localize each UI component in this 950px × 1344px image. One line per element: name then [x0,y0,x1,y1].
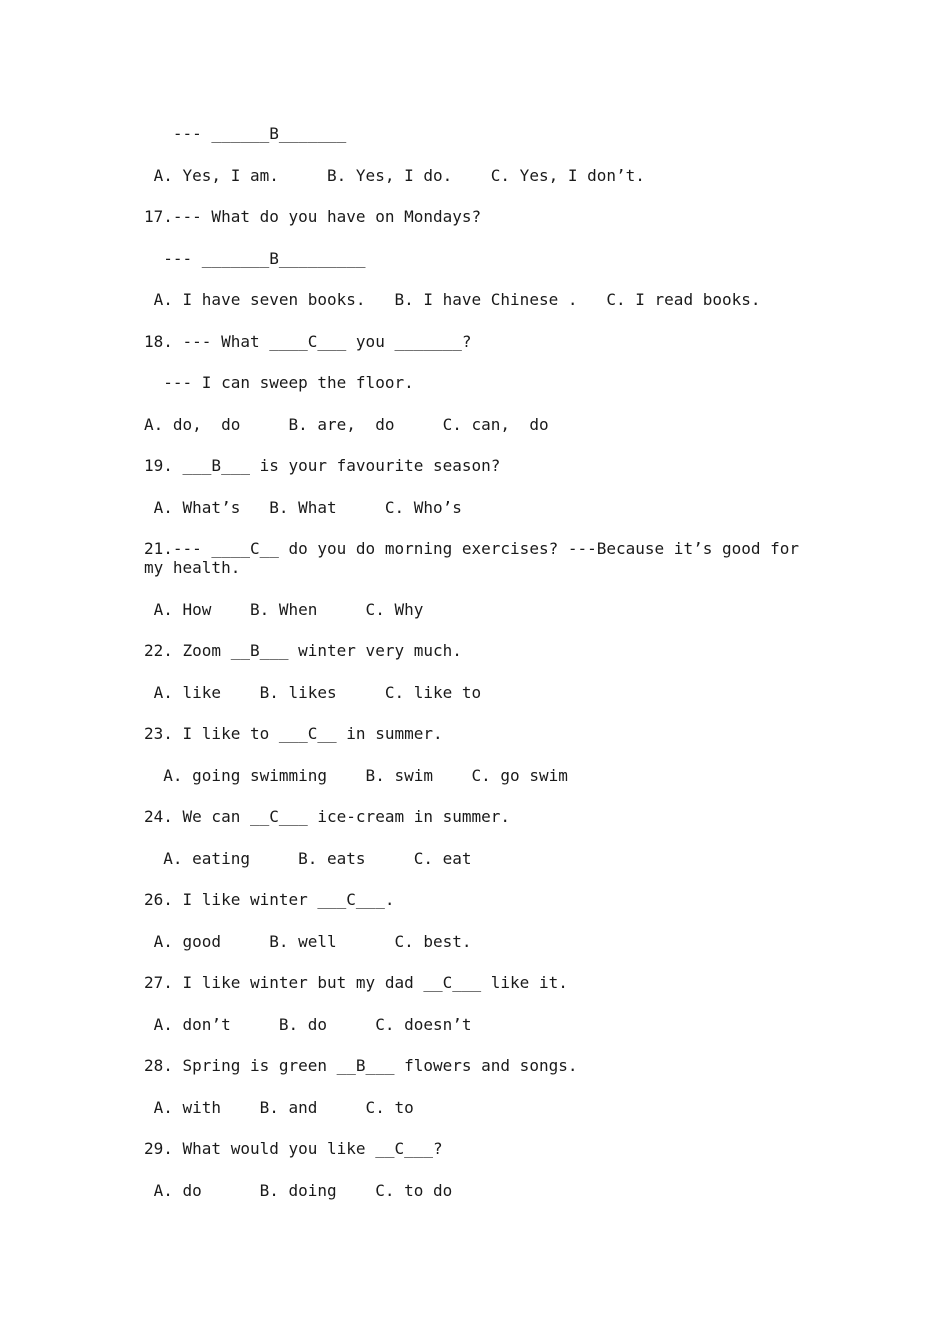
options-26: A. good B. well C. best. [144,932,472,951]
question-22: 22. Zoom __B___ winter very much. [144,641,462,660]
question-18: 18. --- What ____C___ you _______? [144,332,472,351]
options-23: A. going swimming B. swim C. go swim [144,766,568,785]
options-22: A. like B. likes C. like to [144,683,482,702]
question-26: 26. I like winter ___C___. [144,890,395,909]
options-17: A. I have seven books. B. I have Chinese . C. I read books. [144,290,761,309]
question-21: 21.--- ____C__ do you do morning exercises? ---Because it’s good for my health. [144,539,809,577]
question-28: 28. Spring is green __B___ flowers and songs. [144,1056,578,1075]
options-27: A. don’t B. do C. doesn’t [144,1015,472,1034]
question-24: 24. We can __C___ ice-cream in summer. [144,807,511,826]
options-21: A. How B. When C. Why [144,600,424,619]
question-27: 27. I like winter but my dad __C___ like it. [144,973,568,992]
answer-line-17: --- _______B_________ [144,249,366,268]
options-16: A. Yes, I am. B. Yes, I do. C. Yes, I don’t. [144,166,645,185]
options-19: A. What’s B. What C. Who’s [144,498,462,517]
answer-line-16: --- ______B_______ [144,124,347,143]
answer-line-18: --- I can sweep the floor. [144,373,414,392]
options-18: A. do, do B. are, do C. can, do [144,415,549,434]
question-29: 29. What would you like __C___? [144,1139,443,1158]
options-24: A. eating B. eats C. eat [144,849,472,868]
question-19: 19. ___B___ is your favourite season? [144,456,501,475]
options-29: A. do B. doing C. to do [144,1181,453,1200]
question-17: 17.--- What do you have on Mondays? [144,207,482,226]
options-28: A. with B. and C. to [144,1098,414,1117]
question-23: 23. I like to ___C__ in summer. [144,724,443,743]
